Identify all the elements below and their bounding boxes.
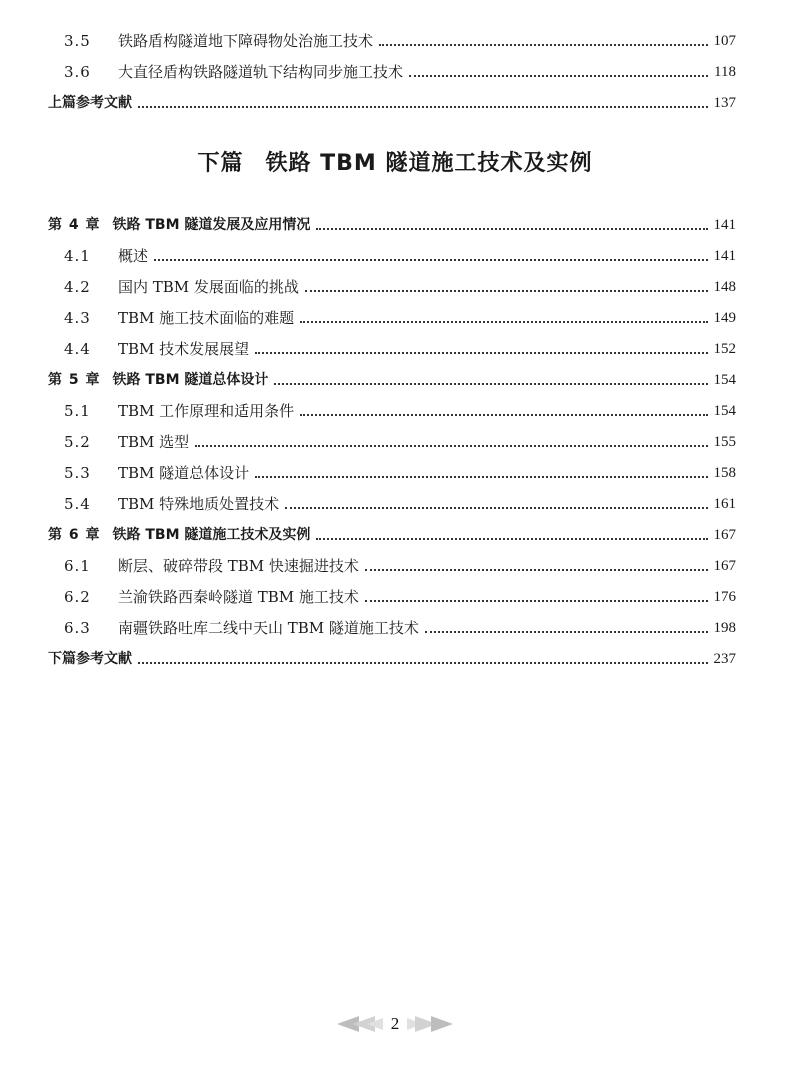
toc-leader-dots <box>195 445 707 447</box>
part-heading <box>0 146 790 177</box>
toc-entry-number: 3.6 <box>64 63 91 81</box>
toc-entry-page: 152 <box>713 341 736 357</box>
toc-entry-page: 141 <box>713 248 736 264</box>
toc-entry-number: 4.1 <box>64 247 91 265</box>
toc-entry[interactable] <box>48 304 736 328</box>
toc-leader-dots <box>285 507 707 509</box>
toc-leader-dots <box>154 259 707 261</box>
toc-leader-dots <box>138 662 708 664</box>
toc-entry[interactable] <box>48 242 736 266</box>
toc-references-entry[interactable] <box>48 89 736 113</box>
toc-entry[interactable] <box>48 552 736 576</box>
toc-leader-dots <box>365 600 708 602</box>
toc-entry-title: TBM 工作原理和适用条件 <box>118 402 295 420</box>
toc-entry-page: 158 <box>713 465 736 481</box>
toc-entry-number: 3.5 <box>64 32 91 50</box>
toc-entry-title: 南疆铁路吐库二线中天山 TBM 隧道施工技术 <box>118 619 419 637</box>
toc-entry-number: 6.3 <box>64 619 91 637</box>
toc-entry-page: 198 <box>713 620 736 636</box>
toc-entry-page: 154 <box>713 372 736 388</box>
page-footer <box>0 1012 790 1036</box>
toc-entry-title: 大直径盾构铁路隧道轨下结构同步施工技术 <box>118 63 404 81</box>
toc-entry-title: 国内 TBM 发展面临的挑战 <box>118 278 299 296</box>
toc-entry-title: TBM 选型 <box>118 433 190 451</box>
toc-entry-page: 137 <box>713 95 736 111</box>
toc-entry-page: 176 <box>713 589 736 605</box>
toc-leader-dots <box>255 352 707 354</box>
toc-entry-page: 167 <box>713 558 736 574</box>
toc-leader-dots <box>365 569 708 571</box>
toc-leader-dots <box>425 631 708 633</box>
toc-entry[interactable] <box>48 490 736 514</box>
toc-leader-dots <box>305 290 708 292</box>
toc-entry[interactable] <box>48 614 736 638</box>
toc-chapter-entry[interactable] <box>48 211 736 235</box>
toc-entry-page: 118 <box>714 64 736 80</box>
toc-entry-title: 兰渝铁路西秦岭隧道 TBM 施工技术 <box>118 588 359 606</box>
toc-entry-title: 概述 <box>118 247 149 265</box>
toc-entry-title: TBM 技术发展展望 <box>118 340 250 358</box>
toc-leader-dots <box>316 228 707 230</box>
toc-entry-title: 铁路 TBM 隧道施工技术及实例 <box>112 527 311 543</box>
toc-entry-number: 4.3 <box>64 309 91 327</box>
toc-entry-title: 铁路盾构隧道地下障碍物处治施工技术 <box>118 32 374 50</box>
toc-entry-page: 237 <box>713 651 736 667</box>
toc-entry-number: 6.2 <box>64 588 91 606</box>
toc-leader-dots <box>300 321 707 323</box>
toc-entry-number: 第 5 章 <box>48 372 101 388</box>
toc-entry-page: 155 <box>713 434 736 450</box>
toc-entry-page: 167 <box>713 527 736 543</box>
toc-entry-title: 上篇参考文献 <box>48 95 132 111</box>
toc-entry[interactable] <box>48 273 736 297</box>
part-label: 下篇 <box>197 151 244 176</box>
right-arrow-decoration-icon <box>407 1015 453 1033</box>
toc-entry-title: TBM 施工技术面临的难题 <box>118 309 295 327</box>
toc-entry[interactable] <box>48 335 736 359</box>
toc-entry-number: 第 6 章 <box>48 527 101 543</box>
toc-chapter-entry[interactable] <box>48 366 736 390</box>
toc-entry-page: 149 <box>713 310 736 326</box>
toc-entry-page: 154 <box>713 403 736 419</box>
toc-leader-dots <box>274 383 707 385</box>
toc-entry-title: 铁路 TBM 隧道发展及应用情况 <box>112 217 311 233</box>
toc-entry-page: 161 <box>713 496 736 512</box>
toc-entry-title: TBM 隧道总体设计 <box>118 464 250 482</box>
toc-entry-title: TBM 特殊地质处置技术 <box>118 495 280 513</box>
toc-entry-title: 铁路 TBM 隧道总体设计 <box>112 372 269 388</box>
toc-entry[interactable] <box>48 58 736 82</box>
toc-entry-number: 4.2 <box>64 278 91 296</box>
toc-entry-number: 4.4 <box>64 340 91 358</box>
toc-entry-number: 5.4 <box>64 495 91 513</box>
toc-entry-page: 148 <box>713 279 736 295</box>
toc-entry-page: 141 <box>713 217 736 233</box>
toc-entry-number: 5.1 <box>64 402 91 420</box>
toc-entry[interactable] <box>48 583 736 607</box>
toc-chapter-entry[interactable] <box>48 521 736 545</box>
left-arrow-decoration-icon <box>337 1015 383 1033</box>
toc-leader-dots <box>409 75 708 77</box>
toc-entry[interactable] <box>48 397 736 421</box>
toc-entry-page: 107 <box>713 33 736 49</box>
toc-entry[interactable] <box>48 428 736 452</box>
page-number: 2 <box>390 1014 400 1033</box>
toc-references-entry[interactable] <box>48 645 736 669</box>
toc-leader-dots <box>316 538 707 540</box>
toc-entry-title: 下篇参考文献 <box>48 651 132 667</box>
toc-entry-number: 5.3 <box>64 464 91 482</box>
toc-leader-dots <box>300 414 707 416</box>
toc-leader-dots <box>379 44 707 46</box>
toc-entry-number: 5.2 <box>64 433 91 451</box>
toc-leader-dots <box>138 106 708 108</box>
toc-entry-number: 6.1 <box>64 557 91 575</box>
toc-entry-title: 断层、破碎带段 TBM 快速掘进技术 <box>118 557 359 575</box>
toc-entry[interactable] <box>48 459 736 483</box>
part-title: 铁路 TBM 隧道施工技术及实例 <box>265 151 593 176</box>
toc-entry[interactable] <box>48 27 736 51</box>
toc-leader-dots <box>255 476 707 478</box>
toc-entry-number: 第 4 章 <box>48 217 101 233</box>
